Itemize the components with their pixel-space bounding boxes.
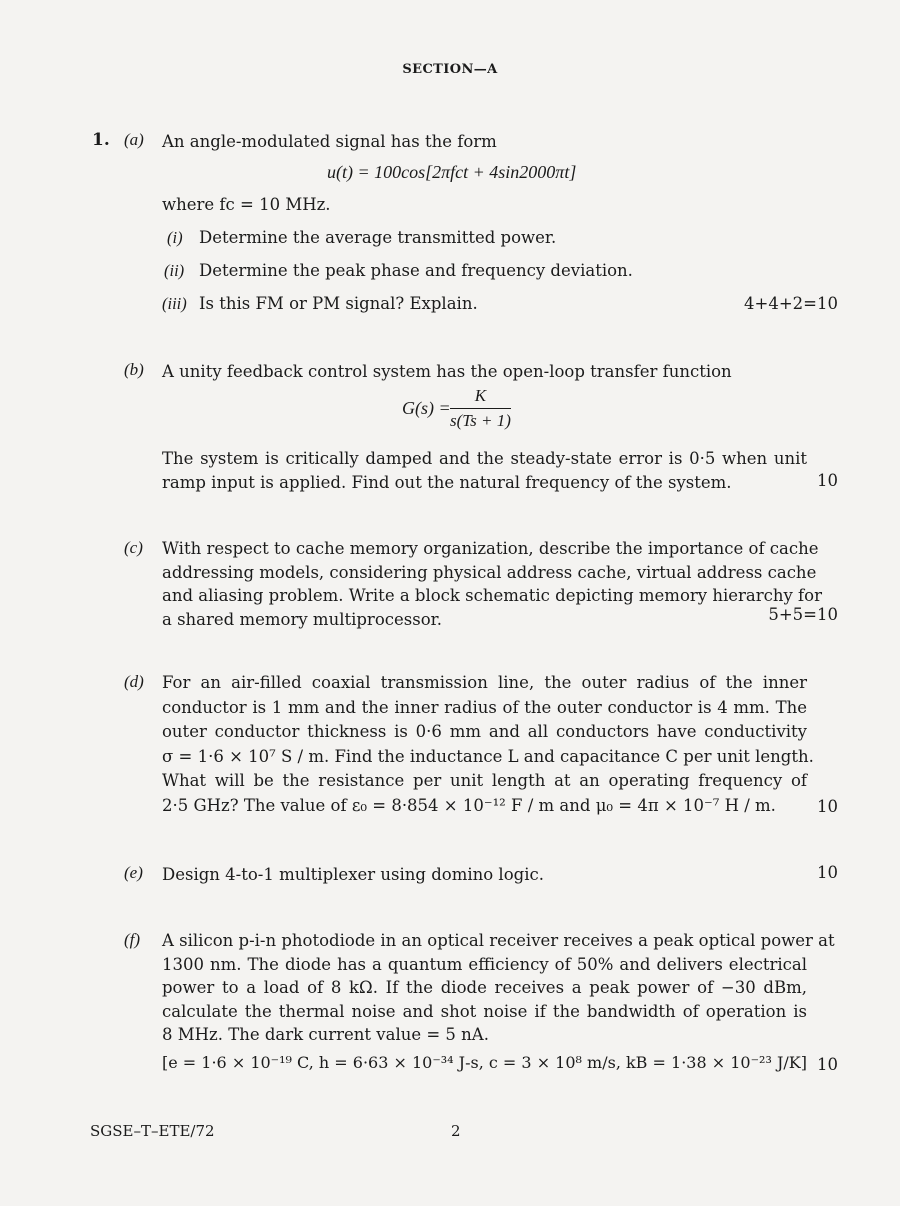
- part-f-marks: 10: [817, 1055, 838, 1074]
- part-d-line: σ = 1·6 × 10⁷ S / m. Find the inductance L and capacitance C per unit length.: [162, 746, 814, 766]
- part-d-line: What will be the resistance per unit length at an operating frequency of: [162, 771, 807, 790]
- question-number: 1.: [92, 130, 110, 150]
- part-d-line: 2·5 GHz? The value of ε₀ = 8·854 × 10⁻¹² F / m and μ₀ = 4π × 10⁻⁷ H / m.: [162, 795, 776, 815]
- part-b-numerator: K: [450, 386, 511, 409]
- part-f-line: calculate the thermal noise and shot noise if the bandwidth of operation is: [162, 1001, 807, 1021]
- part-a-subpart-text: Determine the peak phase and frequency deviation.: [199, 261, 633, 280]
- part-f-line: 1300 nm. The diode has a quantum efficiency of 50% and delivers electrical: [162, 954, 807, 974]
- part-a-subpart-label: (ii): [164, 261, 185, 280]
- part-a-label: (a): [124, 130, 144, 149]
- part-e-text: Design 4-to-1 multiplexer using domino logic.: [162, 865, 544, 884]
- part-d-line: For an air-filled coaxial transmission line, the outer radius of the inner: [162, 673, 807, 692]
- part-b-line: ramp input is applied. Find out the natural frequency of the system.: [162, 472, 732, 492]
- part-a-where: where fc = 10 MHz.: [162, 195, 331, 214]
- part-f-line: 8 MHz. The dark current value = 5 nA.: [162, 1025, 489, 1044]
- part-d-label: (d): [124, 672, 144, 691]
- part-d-marks: 10: [817, 797, 838, 816]
- part-e-marks: 10: [817, 863, 838, 882]
- part-a-subpart-text: Is this FM or PM signal? Explain.: [199, 294, 478, 313]
- part-a-subpart-label: (i): [167, 228, 183, 247]
- part-b-fraction: [450, 386, 511, 431]
- part-c-line: addressing models, considering physical address cache, virtual address cache: [162, 562, 817, 582]
- part-a-equation: u(t) = 100cos[2πfct + 4sin2000πt]: [327, 162, 577, 182]
- part-a-subpart-label: (iii): [162, 294, 187, 313]
- exam-code: SGSE–T–ETE/72: [90, 1122, 215, 1140]
- part-b-marks: 10: [817, 471, 838, 490]
- part-a-marks: 4+4+2=10: [744, 294, 838, 313]
- part-c-body: [162, 537, 822, 631]
- part-c-line: and aliasing problem. Write a block schematic depicting memory hierarchy for: [162, 586, 822, 605]
- part-a-intro: An angle-modulated signal has the form: [162, 132, 497, 151]
- part-c-label: (c): [124, 538, 143, 557]
- part-b-equation-lhs: G(s) =: [402, 398, 451, 418]
- footer-code: [90, 1122, 215, 1140]
- part-b-denominator: s(Ts + 1): [450, 411, 511, 430]
- part-f-body: [162, 929, 835, 1047]
- part-f-line: A silicon p-i-n photodiode in an optical receiver receives a peak optical power at: [162, 931, 835, 950]
- part-d-body: [162, 671, 814, 818]
- part-c-line: a shared memory multiprocessor.: [162, 609, 442, 629]
- part-f-label: (f): [124, 930, 141, 949]
- part-a-subpart-text: Determine the average transmitted power.: [199, 228, 557, 247]
- part-c-line: With respect to cache memory organization, describe the importance of cache: [162, 539, 819, 558]
- part-d-line: outer conductor thickness is 0·6 mm and all conductors have conductivity: [162, 722, 807, 741]
- part-c-marks: 5+5=10: [768, 605, 838, 624]
- part-f-line: power to a load of 8 kΩ. If the diode receives a peak power of −30 dBm,: [162, 978, 807, 997]
- part-e-label: (e): [124, 863, 143, 882]
- page-number: 2: [451, 1122, 461, 1140]
- section-title: SECTION—A: [402, 62, 498, 77]
- part-b-intro: A unity feedback control system has the open-loop transfer function: [162, 362, 732, 381]
- part-b-label: (b): [124, 360, 144, 379]
- part-b-line: The system is critically damped and the steady-state error is 0·5 when unit: [162, 449, 807, 468]
- part-d-line: conductor is 1 mm and the inner radius of the outer conductor is 4 mm. The: [162, 697, 807, 717]
- part-f-constants: [e = 1·6 × 10⁻¹⁹ C, h = 6·63 × 10⁻³⁴ J-s, c = 3 × 10⁸ m/s, kB = 1·38 × 10⁻²³ J/K]: [162, 1053, 807, 1072]
- part-b-body: [162, 447, 807, 494]
